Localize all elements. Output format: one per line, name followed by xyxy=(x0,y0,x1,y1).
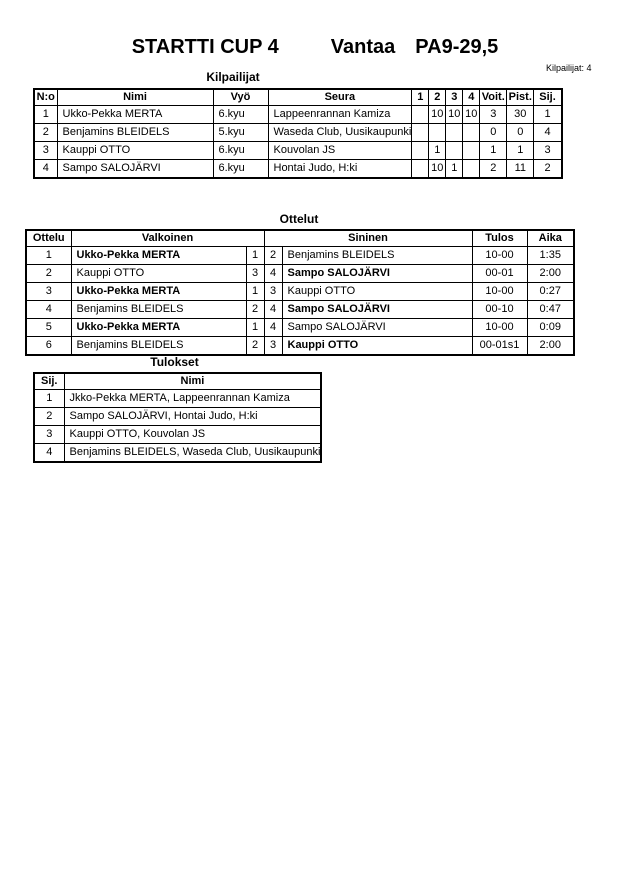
white-number: 2 xyxy=(246,337,264,356)
score-vs-2: 10 xyxy=(429,160,446,179)
score-vs-1 xyxy=(412,142,429,160)
result-row xyxy=(34,390,321,408)
col-header-2: 2 xyxy=(429,89,446,106)
competitors-count: Kilpailijat: 4 xyxy=(546,63,592,73)
competitor-name: Sampo SALOJÄRVI xyxy=(57,160,213,179)
score-vs-3 xyxy=(446,142,463,160)
title-city: Vantaa xyxy=(330,36,396,58)
match-number: 6 xyxy=(26,337,71,356)
results-heading: Tulokset xyxy=(150,355,199,369)
match-time: 0:47 xyxy=(527,301,574,319)
match-number: 3 xyxy=(26,283,71,301)
result-row xyxy=(34,426,321,444)
score-vs-2: 1 xyxy=(429,142,446,160)
col-header-white: Valkoinen xyxy=(71,230,264,247)
col-header-points: Pist. xyxy=(507,89,534,106)
matches-header-row xyxy=(26,230,574,247)
score-vs-1 xyxy=(412,106,429,124)
competitors-heading: Kilpailijat xyxy=(206,70,260,84)
score-vs-3: 1 xyxy=(446,160,463,179)
col-header-3: 3 xyxy=(446,89,463,106)
match-result: 00-01s1 xyxy=(472,337,527,356)
blue-name: Kauppi OTTO xyxy=(282,337,472,356)
result-rank: 1 xyxy=(34,390,64,408)
score-vs-2: 10 xyxy=(429,106,446,124)
match-result: 10-00 xyxy=(472,319,527,337)
blue-name: Sampo SALOJÄRVI xyxy=(282,319,472,337)
match-number: 2 xyxy=(26,265,71,283)
white-name: Kauppi OTTO xyxy=(71,265,246,283)
competitor-belt: 6.kyu xyxy=(213,160,268,179)
blue-name: Sampo SALOJÄRVI xyxy=(282,265,472,283)
match-row xyxy=(26,337,574,356)
competitor-wins: 1 xyxy=(480,142,507,160)
white-name: Ukko-Pekka MERTA xyxy=(71,319,246,337)
competitor-row xyxy=(34,124,562,142)
competitors-header-row xyxy=(34,89,562,106)
result-row xyxy=(34,408,321,426)
result-name: Jkko-Pekka MERTA, Lappeenrannan Kamiza xyxy=(64,390,321,408)
matches-table xyxy=(25,229,575,356)
score-vs-3: 10 xyxy=(446,106,463,124)
match-number: 5 xyxy=(26,319,71,337)
col-header-blue: Sininen xyxy=(264,230,472,247)
match-result: 10-00 xyxy=(472,247,527,265)
match-row xyxy=(26,265,574,283)
white-name: Ukko-Pekka MERTA xyxy=(71,247,246,265)
competitor-club: Hontai Judo, H:ki xyxy=(268,160,412,179)
title-class: PA9-29,5 xyxy=(415,36,499,58)
white-number: 3 xyxy=(246,265,264,283)
blue-number: 4 xyxy=(264,319,282,337)
competitor-row xyxy=(34,106,562,124)
blue-number: 4 xyxy=(264,301,282,319)
col-header-rank: Sij. xyxy=(534,89,562,106)
competitor-number: 3 xyxy=(34,142,57,160)
match-row xyxy=(26,247,574,265)
score-vs-4: 10 xyxy=(463,106,480,124)
page-title xyxy=(0,36,630,59)
competitor-points: 1 xyxy=(507,142,534,160)
blue-number: 3 xyxy=(264,283,282,301)
match-result: 00-01 xyxy=(472,265,527,283)
col-header-no: N:o xyxy=(34,89,57,106)
competitor-number: 4 xyxy=(34,160,57,179)
col-header-club: Seura xyxy=(268,89,412,106)
score-vs-1 xyxy=(412,124,429,142)
competitor-points: 30 xyxy=(507,106,534,124)
match-time: 2:00 xyxy=(527,337,574,356)
competitor-belt: 5.kyu xyxy=(213,124,268,142)
blue-number: 3 xyxy=(264,337,282,356)
col-header-belt: Vyö xyxy=(213,89,268,106)
result-name: Benjamins BLEIDELS, Waseda Club, Uusikaupunki xyxy=(64,444,321,463)
match-result: 00-10 xyxy=(472,301,527,319)
result-rank: 4 xyxy=(34,444,64,463)
competitor-name: Ukko-Pekka MERTA xyxy=(57,106,213,124)
result-name: Kauppi OTTO, Kouvolan JS xyxy=(64,426,321,444)
result-rank: 2 xyxy=(34,408,64,426)
competitor-rank: 3 xyxy=(534,142,562,160)
competitor-rank: 2 xyxy=(534,160,562,179)
competitor-number: 2 xyxy=(34,124,57,142)
result-rank: 3 xyxy=(34,426,64,444)
competitor-name: Benjamins BLEIDELS xyxy=(57,124,213,142)
competitor-number: 1 xyxy=(34,106,57,124)
competitor-wins: 2 xyxy=(480,160,507,179)
competitor-rank: 4 xyxy=(534,124,562,142)
match-result: 10-00 xyxy=(472,283,527,301)
white-number: 1 xyxy=(246,319,264,337)
score-vs-4 xyxy=(463,160,480,179)
competitor-belt: 6.kyu xyxy=(213,106,268,124)
white-number: 1 xyxy=(246,247,264,265)
match-row xyxy=(26,301,574,319)
competitors-table xyxy=(33,88,563,179)
white-name: Benjamins BLEIDELS xyxy=(71,337,246,356)
score-vs-4 xyxy=(463,142,480,160)
score-vs-3 xyxy=(446,124,463,142)
title-event: STARTTI CUP 4 xyxy=(131,36,279,58)
competitor-points: 0 xyxy=(507,124,534,142)
col-header-wins: Voit. xyxy=(480,89,507,106)
col-header-result: Tulos xyxy=(472,230,527,247)
col-header-4: 4 xyxy=(463,89,480,106)
result-row xyxy=(34,444,321,463)
result-name: Sampo SALOJÄRVI, Hontai Judo, H:ki xyxy=(64,408,321,426)
col-header-time: Aika xyxy=(527,230,574,247)
col-header-1: 1 xyxy=(412,89,429,106)
competitor-wins: 0 xyxy=(480,124,507,142)
results-table xyxy=(33,372,322,463)
matches-heading: Ottelut xyxy=(279,212,319,226)
white-name: Benjamins BLEIDELS xyxy=(71,301,246,319)
score-vs-2 xyxy=(429,124,446,142)
col-header-rank: Sij. xyxy=(34,373,64,390)
competitor-rank: 1 xyxy=(534,106,562,124)
competitor-club: Kouvolan JS xyxy=(268,142,412,160)
competitor-belt: 6.kyu xyxy=(213,142,268,160)
blue-number: 2 xyxy=(264,247,282,265)
match-time: 1:35 xyxy=(527,247,574,265)
match-row xyxy=(26,319,574,337)
blue-name: Sampo SALOJÄRVI xyxy=(282,301,472,319)
match-time: 0:09 xyxy=(527,319,574,337)
col-header-name: Nimi xyxy=(57,89,213,106)
col-header-name: Nimi xyxy=(64,373,321,390)
match-row xyxy=(26,283,574,301)
competitor-row xyxy=(34,142,562,160)
competitor-club: Lappeenrannan Kamiza xyxy=(268,106,412,124)
white-number: 2 xyxy=(246,301,264,319)
match-number: 1 xyxy=(26,247,71,265)
white-number: 1 xyxy=(246,283,264,301)
blue-name: Benjamins BLEIDELS xyxy=(282,247,472,265)
match-time: 0:27 xyxy=(527,283,574,301)
match-time: 2:00 xyxy=(527,265,574,283)
competitor-points: 11 xyxy=(507,160,534,179)
score-vs-1 xyxy=(412,160,429,179)
competitor-wins: 3 xyxy=(480,106,507,124)
competitor-row xyxy=(34,160,562,179)
competitor-club: Waseda Club, Uusikaupunki xyxy=(268,124,412,142)
score-vs-4 xyxy=(463,124,480,142)
competitor-name: Kauppi OTTO xyxy=(57,142,213,160)
blue-name: Kauppi OTTO xyxy=(282,283,472,301)
blue-number: 4 xyxy=(264,265,282,283)
white-name: Ukko-Pekka MERTA xyxy=(71,283,246,301)
col-header-match: Ottelu xyxy=(26,230,71,247)
results-header-row xyxy=(34,373,321,390)
match-number: 4 xyxy=(26,301,71,319)
